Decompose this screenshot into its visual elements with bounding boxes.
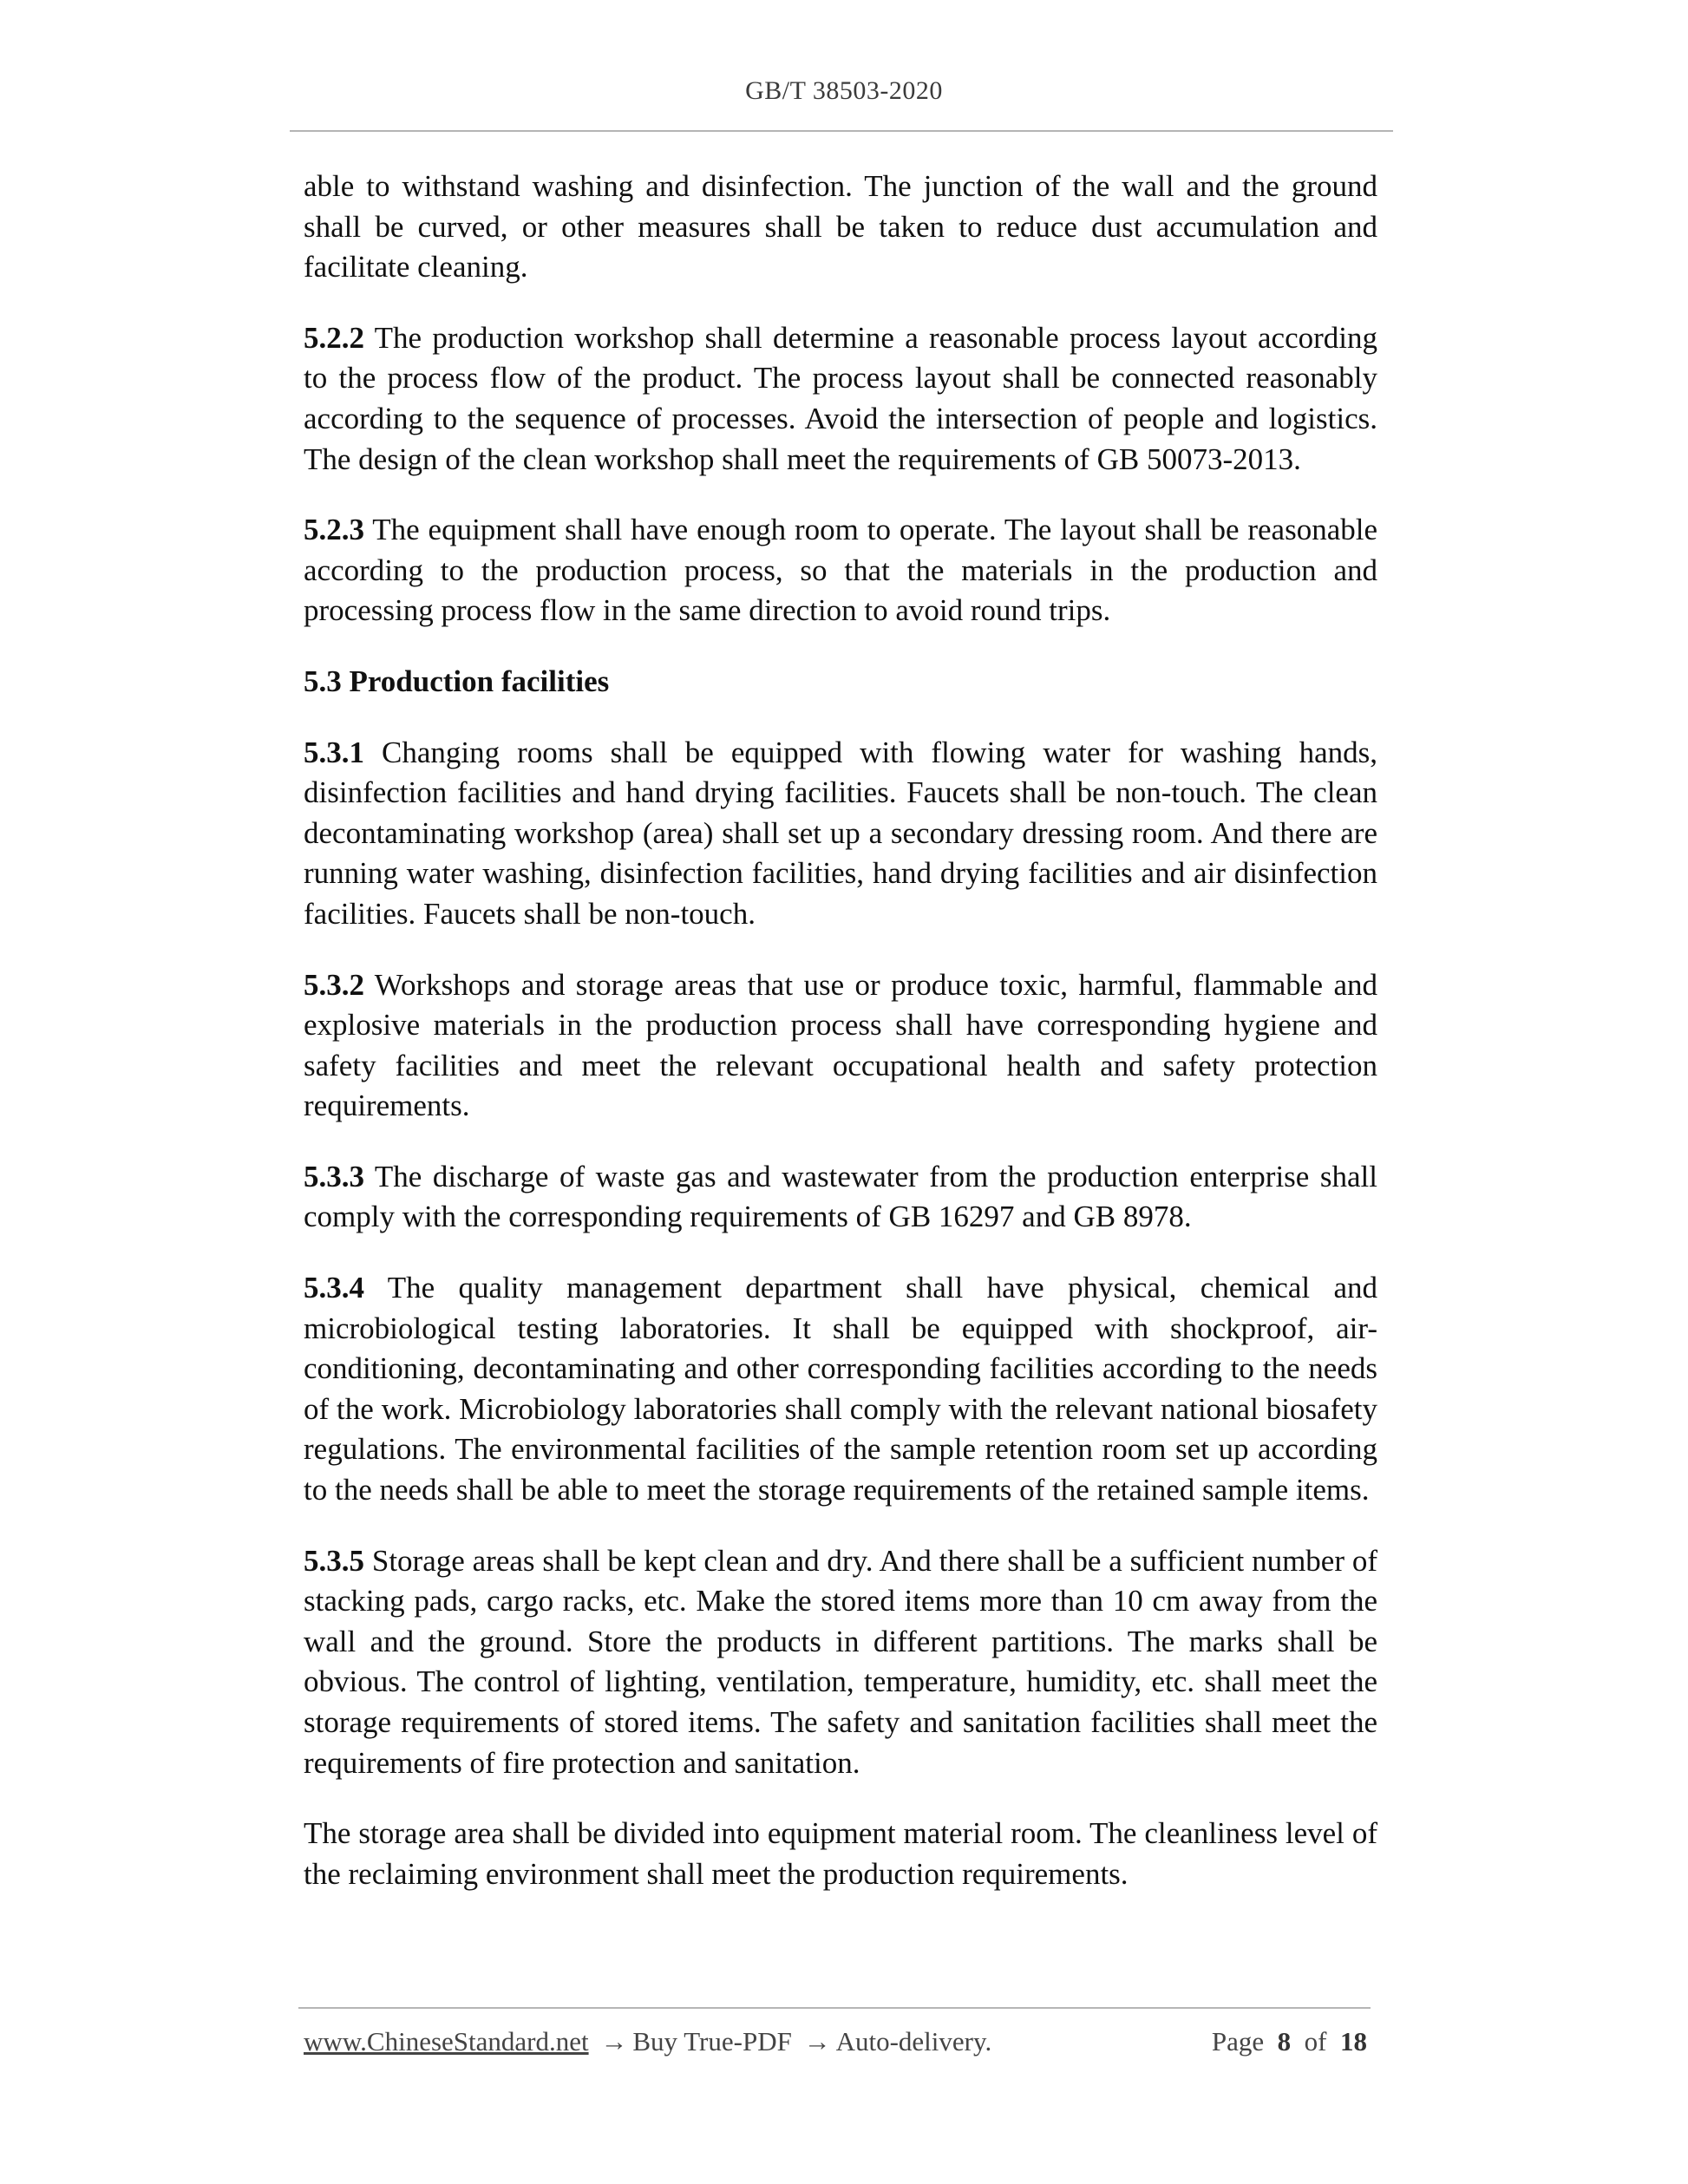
page-indicator — [1212, 2026, 1367, 2057]
document-body — [304, 167, 1377, 1925]
clause-text: The equipment shall have enough room to operate. The layout shall be reasonable according to the production process, so that the materials in the production and processing process flow in the same direction to avoid round trips. — [304, 513, 1377, 628]
arrow-right-icon: → — [803, 2026, 831, 2056]
page-of-label: of — [1304, 2026, 1327, 2056]
clause-number: 5.3.1 — [304, 735, 364, 769]
clause-text: Changing rooms shall be equipped with flowing water for washing hands, disinfection facilities and hand drying facilities. Faucets shall be non-touch. The clean decontaminating workshop (area) shall set up a secondary dressing room. And there are running water washing, disinfection facilities, hand drying facilities and air disinfection facilities. Faucets shall be non-touch. — [304, 735, 1377, 931]
arrow-right-icon: → — [600, 2026, 628, 2056]
clause-number: 5.2.2 — [304, 320, 364, 355]
clause-text: The production workshop shall determine a reasonable process layout according to the process flow of the product. The process layout shall be connected reasonably according to the sequence of processes. Avoid the intersection of people and logistics. The design of the clean workshop shall meet the requirements of GB 50073-2013. — [304, 320, 1377, 476]
page-footer — [304, 2026, 1367, 2057]
clause-text: The quality management department shall have physical, chemical and microbiological testing laboratories. It shall be equipped with shockproof, air-conditioning, decontaminating and other corresponding facilities according to the needs of the work. Microbiology laboratories shall comply with the relevant national biosafety regulations. The environmental facilities of the sample retention room set up according to the needs shall be able to meet the storage requirements of the retained sample items. — [304, 1271, 1377, 1507]
auto-delivery-text: Auto-delivery. — [835, 2026, 992, 2056]
clause-number: 5.2.3 — [304, 513, 364, 547]
clause-5-3-4 — [304, 1268, 1377, 1511]
paragraph-text: able to withstand washing and disinfection. The junction of the wall and the ground shall be curved, or other measures shall be taken to reduce dust accumulation and facilitate cleaning. — [304, 169, 1377, 284]
clause-number: 5.3.4 — [304, 1271, 364, 1305]
clause-number: 5.3.3 — [304, 1159, 364, 1193]
clause-text: The discharge of waste gas and wastewater from the production enterprise shall comply with the corresponding requirements of GB 16297 and GB 8978. — [304, 1159, 1377, 1234]
clause-5-3-1 — [304, 733, 1377, 935]
clause-5-3-3 — [304, 1157, 1377, 1238]
header-divider — [290, 130, 1393, 132]
section-heading-5-3: 5.3 Production facilities — [304, 664, 610, 698]
current-page-number: 8 — [1277, 2026, 1292, 2056]
clause-text: Storage areas shall be kept clean and dry. And there shall be a sufficient number of stacking pads, cargo racks, etc. Make the stored items more than 10 cm away from the wall and the ground. Store the products in different partitions. The marks shall be obvious. The control of lighting, ventilation, temperature, humidity, etc. shall meet the storage requirements of stored items. The safety and sanitation facilities shall meet the requirements of fire protection and sanitation. — [304, 1543, 1377, 1780]
clause-5-3-2 — [304, 965, 1377, 1127]
clause-5-2-2 — [304, 318, 1377, 480]
paragraph-text: The storage area shall be divided into equipment material room. The cleanliness level of the reclaiming environment shall meet the production requirements. — [304, 1816, 1377, 1891]
website-link[interactable]: www.ChineseStandard.net — [304, 2026, 589, 2056]
clause-5-3-5 — [304, 1541, 1377, 1784]
paragraph-storage-area — [304, 1814, 1377, 1894]
clause-number: 5.3.5 — [304, 1543, 364, 1578]
clause-text: Workshops and storage areas that use or produce toxic, harmful, flammable and explosive materials in the production process shall have corresponding hygiene and safety facilities and meet the relevant occupational health and safety protection requirements. — [304, 967, 1377, 1123]
document-header: GB/T 38503-2020 — [745, 76, 943, 105]
paragraph-continuation — [304, 167, 1377, 288]
clause-number: 5.3.2 — [304, 967, 364, 1002]
clause-5-2-3 — [304, 510, 1377, 631]
total-pages-number: 18 — [1340, 2026, 1367, 2056]
buy-pdf-text: Buy True-PDF — [632, 2026, 792, 2056]
page-label: Page — [1211, 2026, 1265, 2056]
footer-divider — [298, 2007, 1371, 2009]
